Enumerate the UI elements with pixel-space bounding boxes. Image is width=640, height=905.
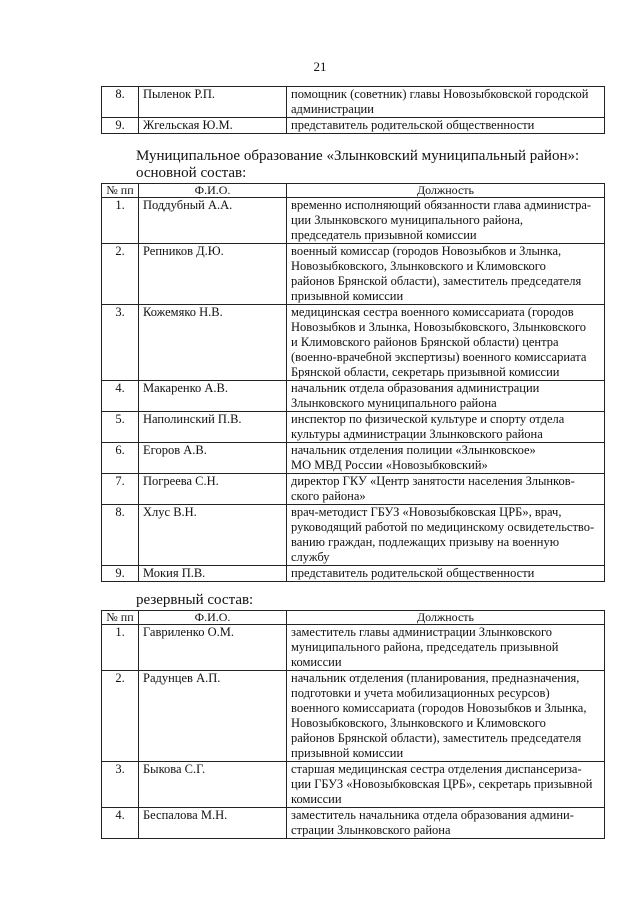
row-position [287, 244, 605, 305]
row-number: 1. [102, 198, 139, 244]
row-name: Жгельская Ю.М. [139, 118, 287, 134]
row-position-text: директор ГКУ «Центр занятости населения Злынков- ского района» [291, 474, 575, 503]
table-row [102, 566, 605, 582]
row-number: 9. [102, 566, 139, 582]
table-continuation [101, 86, 605, 134]
row-number: 2. [102, 671, 139, 762]
row-position-text: временно исполняющий обязанности глава администра- ции Злынковского муниципального района, председатель призывной комиссии [291, 198, 592, 242]
row-number: 3. [102, 762, 139, 808]
row-position-text: помощник (советник) главы Новозыбковской городской администрации [291, 87, 589, 116]
row-position [287, 671, 605, 762]
column-header-number: № пп [102, 184, 139, 198]
row-number: 8. [102, 505, 139, 566]
table-row [102, 671, 605, 762]
row-position [287, 381, 605, 412]
row-number: 6. [102, 443, 139, 474]
table-row [102, 412, 605, 443]
table-header-row [102, 184, 605, 198]
row-position-text: начальник отделения (планирования, предназначения, подготовки и учета мобилизационных ресурсов) военного комиссариата (городов Новозыбков и Злынка, Новозыбковского, Злынковского и Климовского районов Брянской области), заместитель председателя призывной комиссии [291, 671, 587, 760]
row-position [287, 625, 605, 671]
table-main-composition [101, 183, 605, 582]
row-position [287, 566, 605, 582]
table-header-row [102, 611, 605, 625]
row-position-text: заместитель главы администрации Злынковского муниципального района, председатель призывной комиссии [291, 625, 559, 669]
row-number: 7. [102, 474, 139, 505]
table-row [102, 198, 605, 244]
row-name: Мокия П.В. [139, 566, 287, 582]
row-name: Хлус В.Н. [139, 505, 287, 566]
section-heading-reserve: резервный состав: [136, 592, 254, 608]
table-row [102, 118, 605, 134]
row-position [287, 443, 605, 474]
row-name: Пыленок Р.П. [139, 87, 287, 118]
column-header-name: Ф.И.О. [139, 611, 287, 625]
row-position [287, 87, 605, 118]
row-position [287, 762, 605, 808]
row-number: 5. [102, 412, 139, 443]
row-position-text: медицинская сестра военного комиссариата (городов Новозыбков и Злынка, Новозыбковского, Злынковского и Климовского районов Брянской области) центра (военно-врачебной экспертизы) военного комиссариата Брянской области, секретарь призывной комиссии [291, 305, 587, 379]
column-header-number: № пп [102, 611, 139, 625]
column-header-position: Должность [287, 184, 605, 198]
row-number: 9. [102, 118, 139, 134]
table-row [102, 443, 605, 474]
row-name: Репников Д.Ю. [139, 244, 287, 305]
row-number: 2. [102, 244, 139, 305]
row-name: Макаренко А.В. [139, 381, 287, 412]
row-name: Егоров А.В. [139, 443, 287, 474]
row-name: Наполинский П.В. [139, 412, 287, 443]
row-position-text: старшая медицинская сестра отделения диспансериза- ции ГБУЗ «Новозыбковская ЦРБ», секретарь призывной комиссии [291, 762, 593, 806]
row-position-text: представитель родительской общественности [291, 118, 535, 132]
row-name: Радунцев А.П. [139, 671, 287, 762]
column-header-position: Должность [287, 611, 605, 625]
table-row [102, 244, 605, 305]
table-row [102, 808, 605, 839]
row-number: 4. [102, 381, 139, 412]
row-name: Беспалова М.Н. [139, 808, 287, 839]
row-position-text: заместитель начальника отдела образования админи- страции Злынковского района [291, 808, 574, 837]
page-number: 21 [313, 59, 327, 74]
row-name: Быкова С.Г. [139, 762, 287, 808]
row-position [287, 198, 605, 244]
row-position-text: начальник отделения полиции «Злынковское» МО МВД России «Новозыбковский» [291, 443, 536, 472]
row-name: Погреева С.Н. [139, 474, 287, 505]
row-position-text: военный комиссар (городов Новозыбков и Злынка, Новозыбковского, Злынковского и Климовского районов Брянской области), заместитель председателя призывной комиссии [291, 244, 582, 303]
table-row [102, 87, 605, 118]
row-number: 3. [102, 305, 139, 381]
row-position [287, 505, 605, 566]
table-row [102, 474, 605, 505]
row-position-text: начальник отдела образования администрации Злынковского муниципального района [291, 381, 540, 410]
section-heading-main: Муниципальное образование «Злынковский муниципальный район»: основной состав: [136, 148, 580, 181]
column-header-name: Ф.И.О. [139, 184, 287, 198]
row-number: 8. [102, 87, 139, 118]
row-name: Гавриленко О.М. [139, 625, 287, 671]
row-number: 4. [102, 808, 139, 839]
table-reserve-composition [101, 610, 605, 839]
table-row [102, 381, 605, 412]
table-row [102, 625, 605, 671]
table-row [102, 505, 605, 566]
row-position [287, 305, 605, 381]
row-position [287, 474, 605, 505]
row-position [287, 808, 605, 839]
row-position [287, 412, 605, 443]
row-name: Кожемяко Н.В. [139, 305, 287, 381]
row-name: Поддубный А.А. [139, 198, 287, 244]
table-row [102, 762, 605, 808]
row-position-text: инспектор по физической культуре и спорту отдела культуры администрации Злынковского района [291, 412, 565, 441]
row-position-text: представитель родительской общественности [291, 566, 535, 580]
row-number: 1. [102, 625, 139, 671]
row-position [287, 118, 605, 134]
row-position-text: врач-методист ГБУЗ «Новозыбковская ЦРБ», врач, руководящий работой по медицинскому освидетельство- ванию граждан, подлежащих призыву на военную службу [291, 505, 595, 564]
table-row [102, 305, 605, 381]
